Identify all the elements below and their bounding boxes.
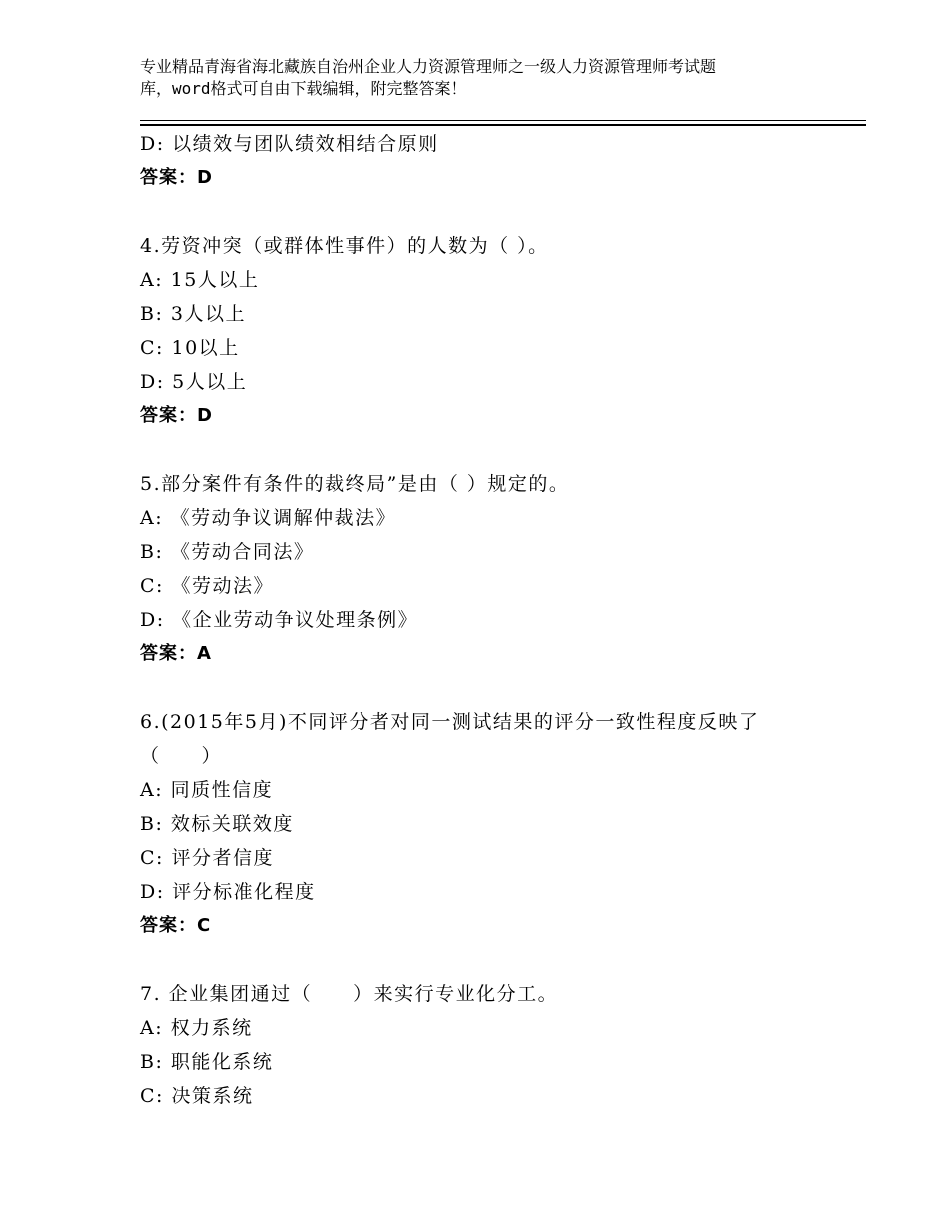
question-6-answer: 答案：C (140, 915, 212, 936)
header-title-line1: 专业精品青海省海北藏族自治州企业人力资源管理师之一级人力资源管理师考试题 (140, 57, 717, 76)
question-5-option-a: A: 《劳动争议调解仲裁法》 (140, 507, 397, 529)
prev-option-d: D: 以绩效与团队绩效相结合原则 (140, 133, 439, 155)
question-4-option-b: B: 3人以上 (140, 303, 246, 325)
question-6-option-d: D: 评分标准化程度 (140, 881, 316, 903)
question-4-option-a: A: 15人以上 (140, 269, 260, 291)
question-5-answer: 答案：A (140, 643, 212, 664)
question-list (140, 127, 866, 1113)
question-6-option-c: C: 评分者信度 (140, 847, 274, 869)
question-6-option-b: B: 效标关联效度 (140, 813, 294, 835)
question-5-option-b: B: 《劳动合同法》 (140, 541, 315, 563)
question-5-stem: 5.部分案件有条件的裁终局”是由（ ）规定的。 (140, 473, 570, 495)
question-4-answer: 答案：D (140, 405, 213, 426)
spacer (140, 943, 866, 977)
question-5-option-c: C: 《劳动法》 (140, 575, 274, 597)
question-7-option-c: C: 决策系统 (140, 1085, 254, 1107)
question-4-stem: 4.劳资冲突（或群体性事件）的人数为（ ）。 (140, 235, 549, 257)
question-4-option-d: D: 5人以上 (140, 371, 248, 393)
spacer (140, 671, 866, 705)
spacer (140, 433, 866, 467)
question-6-stem-continued: （ ） (140, 745, 223, 767)
header-rule-thick (140, 124, 866, 126)
spacer (140, 195, 866, 229)
question-7-option-b: B: 职能化系统 (140, 1051, 274, 1073)
question-7-stem: 7. 企业集团通过（ ）来实行专业化分工。 (140, 983, 559, 1005)
question-6-option-a: A: 同质性信度 (140, 779, 274, 801)
question-5-option-d: D: 《企业劳动争议处理条例》 (140, 609, 419, 631)
header-rule-thin (140, 120, 866, 121)
question-7-option-a: A: 权力系统 (140, 1017, 253, 1039)
header-title-line2: 库，word格式可自由下载编辑，附完整答案！ (140, 79, 467, 98)
document-header (140, 56, 840, 100)
question-4-option-c: C: 10以上 (140, 337, 240, 359)
question-6-stem: 6.(2015年5月)不同评分者对同一测试结果的评分一致性程度反映了 (140, 711, 760, 733)
prev-answer: 答案：D (140, 167, 213, 188)
